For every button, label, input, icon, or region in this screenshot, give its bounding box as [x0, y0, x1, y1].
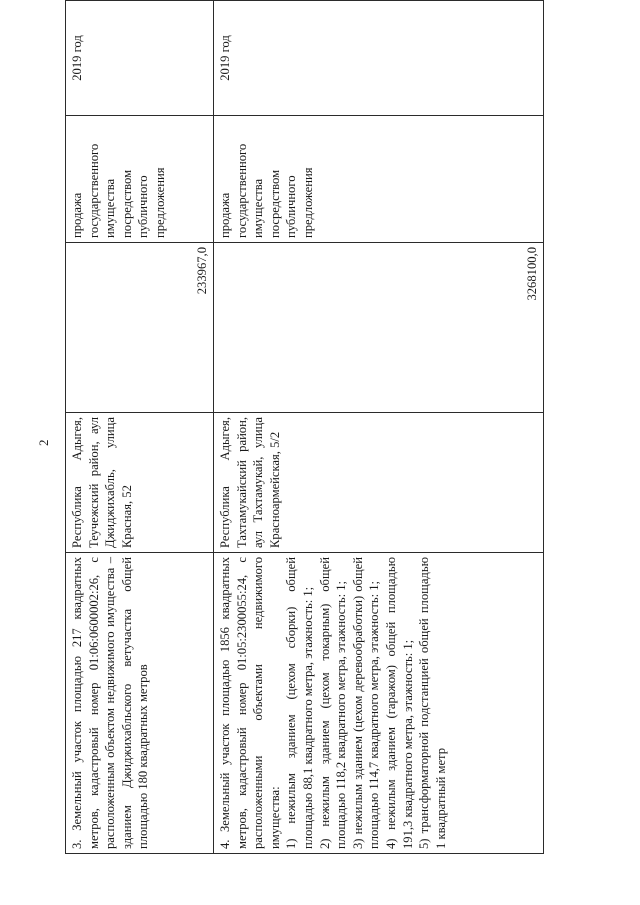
- property-description-line: 4. Земельный участок площадью 1856 квадратных метров, кадастровый номер 01:05:2300055:24, с расположенными объектами недвижимого имущества:: [218, 557, 282, 849]
- property-address: Республика Адыгея, Теучежский район, аул Джиджихабль, улица Красная, 52: [70, 417, 134, 548]
- property-description-line: 3) нежилым зданием (цехом деревообработки) общей площадью 114,7 квадратного метра, этажность: 1;: [350, 557, 382, 849]
- privatization-method-cell: [214, 116, 544, 243]
- property-value-cell: [214, 243, 544, 413]
- property-description-cell: [214, 553, 544, 854]
- property-value: 233967,0: [195, 247, 210, 295]
- page-number: 2: [36, 439, 51, 446]
- property-description-line: 2) нежилым зданием (цехом токарным) общей площадью 118,2 квадратного метра, этажность: 1;: [317, 557, 349, 849]
- property-description-line: 4) нежилым зданием (гаражом) общей площадью 191,3 квадратного метра, этажность: 1;: [383, 557, 415, 849]
- property-description-line: 5) трансформаторной подстанцией общей площадью 1 квадратный метр: [417, 557, 448, 849]
- property-table: [65, 0, 544, 854]
- privatization-year: 2019 год: [70, 35, 84, 81]
- privatization-year-cell: [66, 1, 214, 116]
- property-table-rotated: [65, 35, 545, 854]
- privatization-year: 2019 год: [218, 35, 232, 81]
- table-row: [214, 1, 544, 854]
- property-description-cell: [66, 553, 214, 854]
- property-address-cell: [66, 413, 214, 553]
- property-description: 3. Земельный участок площадью 217 квадратных метров, кадастровый номер 01:06:0600002:26, с расположенным объектом недвижимого имущества – зданием Джиджихабльского ветучастка общей площадью 180 квадратных метров: [70, 557, 151, 849]
- property-value-cell: [66, 243, 214, 413]
- privatization-method: продажа государственного имущества посредством публичного предложения: [70, 143, 167, 238]
- privatization-year-cell: [214, 1, 544, 116]
- property-address: Республика Адыгея, Тахтамукайский район, аул Тахтамукай, улица Красноармейская, 5/2: [218, 417, 282, 548]
- property-value: 3268100,0: [525, 247, 540, 301]
- table-row: [66, 1, 214, 854]
- privatization-method: продажа государственного имущества посредством публичного предложения: [218, 143, 315, 238]
- property-description-line: 1) нежилым зданием (цехом сборки) общей площадью 88,1 квадратного метра, этажность: 1;: [284, 557, 315, 849]
- property-address-cell: [214, 413, 544, 553]
- privatization-method-cell: [66, 116, 214, 243]
